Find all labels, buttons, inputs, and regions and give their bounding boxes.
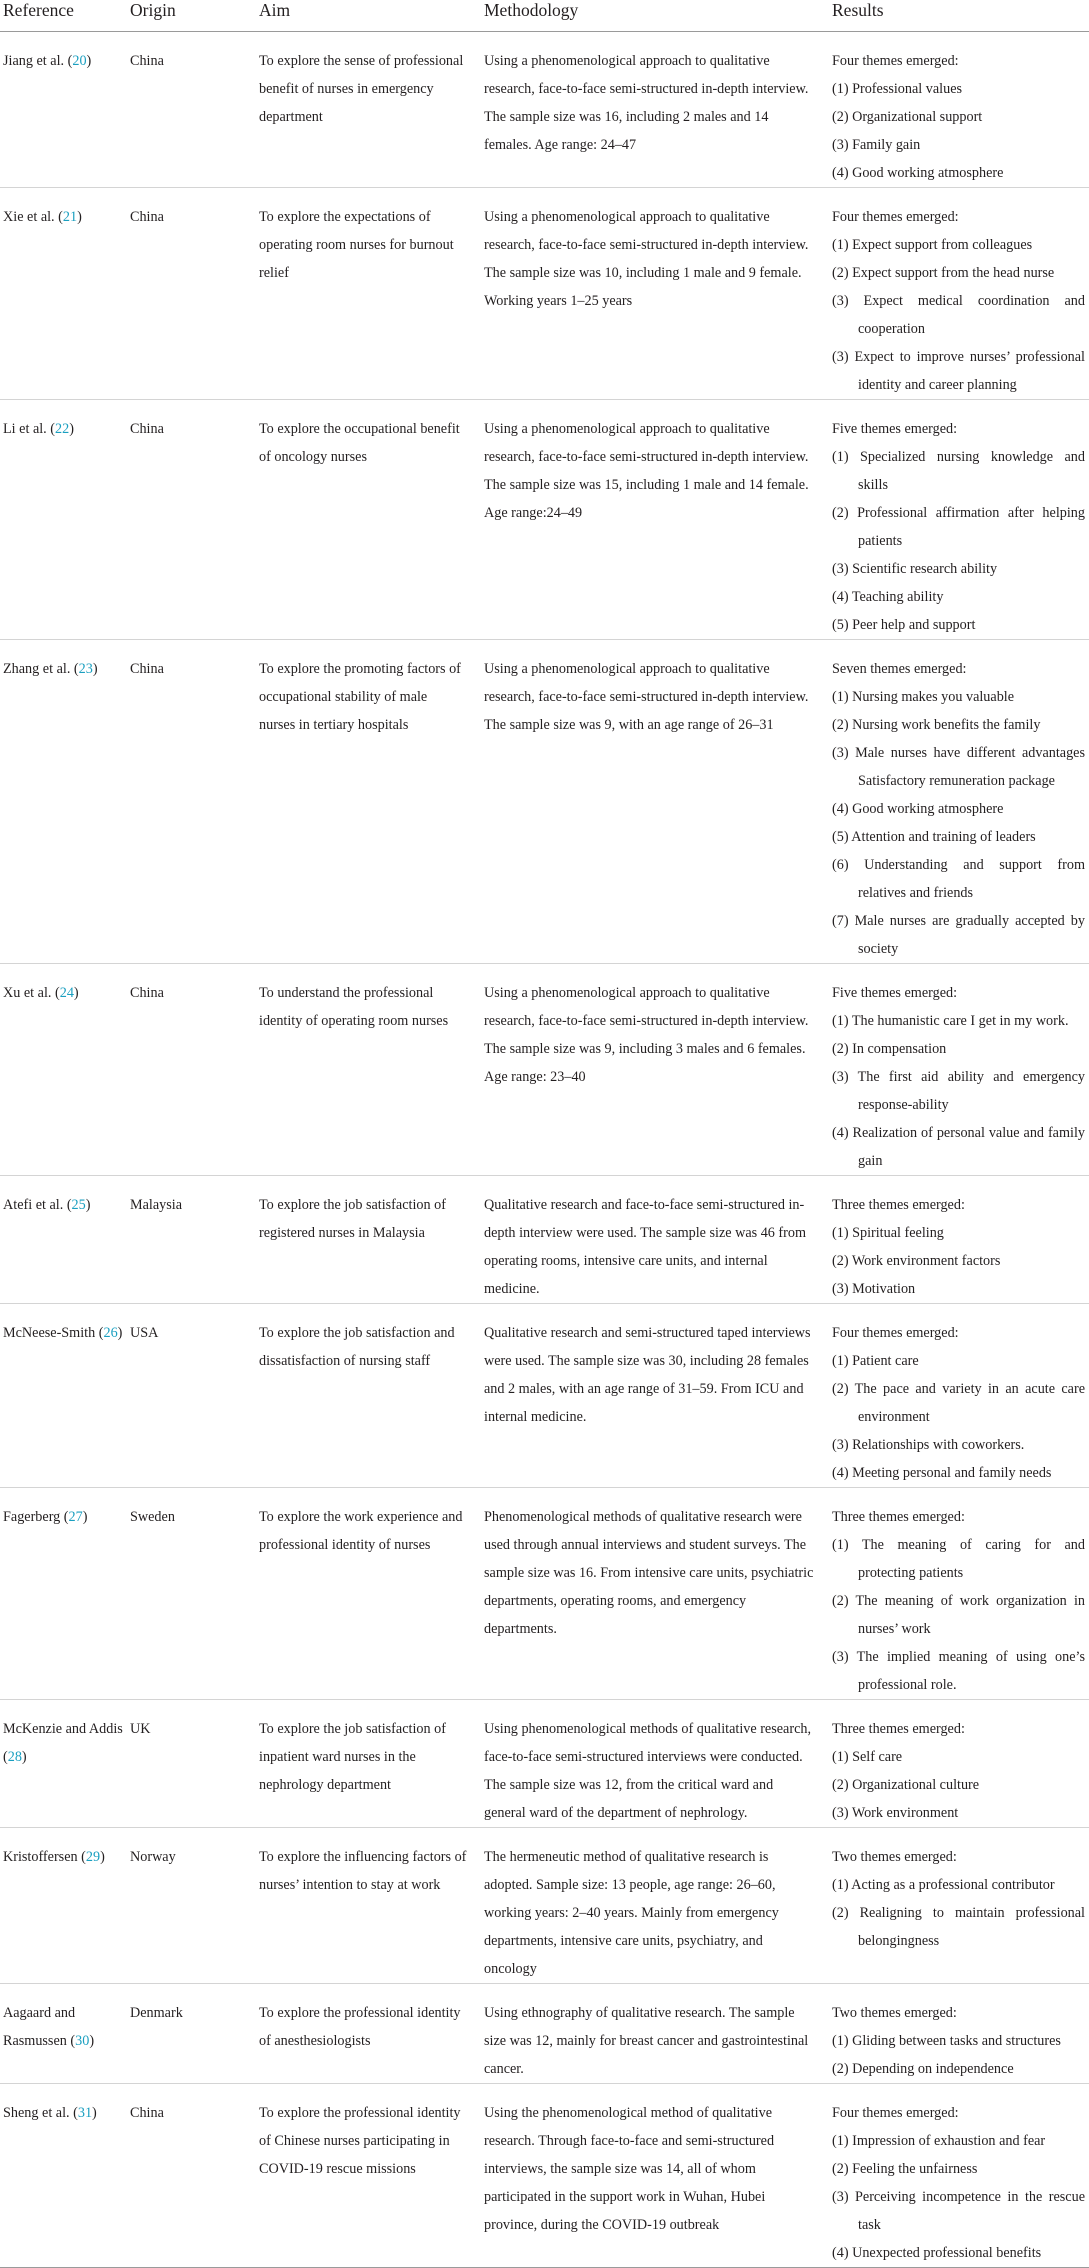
aim-cell: To explore the influencing factors of nurses’ intention to stay at work: [256, 1828, 481, 1984]
reference-cell: [0, 1304, 127, 1488]
citation-link[interactable]: 31: [77, 2105, 93, 2121]
result-item: (4) Realization of personal value and family gain: [832, 1125, 1085, 1169]
reference-author: Fagerberg (: [3, 1509, 69, 1525]
reference-close-paren: ): [117, 1325, 123, 1341]
result-item: (3) Family gain: [832, 137, 921, 153]
table-row: [0, 32, 1089, 188]
methodology-cell: Using ethnography of qualitative research. The sample size was 12, mainly for breast cancer and gastrointestinal cancer.: [481, 1984, 829, 2084]
citation-link[interactable]: 27: [68, 1509, 83, 1525]
result-item: (1) Impression of exhaustion and fear: [832, 2133, 1046, 2149]
result-item: (3) Male nurses have different advantages Satisfactory remuneration package: [832, 745, 1085, 789]
results-intro: Five themes emerged:: [832, 421, 958, 437]
table-row: [0, 640, 1089, 964]
methodology-cell: Using phenomenological methods of qualitative research, face-to-face semi-structured interviews were conducted. The sample size was 12, from the critical ward and general ward of the department of nephrology.: [481, 1700, 829, 1828]
methodology-cell: Using a phenomenological approach to qualitative research, face-to-face semi-structured in-depth interview. The sample size was 9, with an age range of 26–31: [481, 640, 829, 964]
result-item: (1) Patient care: [832, 1353, 919, 1369]
results-intro: Two themes emerged:: [832, 1849, 957, 1865]
aim-cell: To explore the sense of professional benefit of nurses in emergency department: [256, 32, 481, 188]
origin-cell: Denmark: [127, 1984, 256, 2084]
results-cell: [829, 964, 1089, 1176]
citation-link[interactable]: 24: [59, 985, 74, 1001]
aim-cell: To explore the occupational benefit of oncology nurses: [256, 400, 481, 640]
result-item: (4) Meeting personal and family needs: [832, 1465, 1052, 1481]
result-item: (3) Expect to improve nurses’ professional identity and career planning: [832, 349, 1085, 393]
result-item: (1) Gliding between tasks and structures: [832, 2033, 1061, 2049]
result-item: (2) Feeling the unfairness: [832, 2161, 978, 2177]
reference-close-paren: ): [21, 1749, 27, 1765]
aim-cell: To explore the promoting factors of occupational stability of male nurses in tertiary hospitals: [256, 640, 481, 964]
result-item: (3) Relationships with coworkers.: [832, 1437, 1025, 1453]
results-intro: Four themes emerged:: [832, 209, 959, 225]
citation-link[interactable]: 30: [75, 2033, 90, 2049]
origin-cell: China: [127, 400, 256, 640]
results-cell: [829, 1828, 1089, 1984]
result-item: (4) Unexpected professional benefits: [832, 2245, 1042, 2261]
result-item: (3) The first aid ability and emergency response-ability: [832, 1069, 1085, 1113]
result-item: (1) Professional values: [832, 81, 963, 97]
reference-cell: [0, 964, 127, 1176]
methodology-cell: Using a phenomenological approach to qualitative research, face-to-face semi-structured in-depth interview. The sample size was 10, including 1 male and 9 female. Working years 1–25 years: [481, 188, 829, 400]
reference-author: Sheng et al. (: [3, 2105, 78, 2121]
results-intro: Two themes emerged:: [832, 2005, 957, 2021]
header-methodology: Methodology: [481, 0, 829, 32]
result-item: (1) The meaning of caring for and protecting patients: [832, 1537, 1085, 1581]
reference-cell: [0, 640, 127, 964]
results-cell: [829, 1304, 1089, 1488]
reference-author: Aagaard and Rasmussen (: [3, 2005, 76, 2049]
reference-author: Li et al. (: [3, 421, 55, 437]
result-item: (1) Specialized nursing knowledge and skills: [832, 449, 1085, 493]
result-item: (6) Understanding and support from relatives and friends: [832, 857, 1085, 901]
result-item: (4) Good working atmosphere: [832, 801, 1004, 817]
results-intro: Four themes emerged:: [832, 1325, 959, 1341]
aim-cell: To explore the job satisfaction of registered nurses in Malaysia: [256, 1176, 481, 1304]
citation-link[interactable]: 23: [78, 661, 93, 677]
result-item: (3) Motivation: [832, 1281, 916, 1297]
reference-cell: [0, 1176, 127, 1304]
results-cell: [829, 1984, 1089, 2084]
result-item: (2) Professional affirmation after helping patients: [832, 505, 1085, 549]
results-intro: Four themes emerged:: [832, 2105, 959, 2121]
methodology-cell: Phenomenological methods of qualitative research were used through annual interviews and student surveys. The sample size was 16. From intensive care units, psychiatric departments, operating rooms, and emergency departments.: [481, 1488, 829, 1700]
header-aim: Aim: [256, 0, 481, 32]
reference-author: Xie et al. (: [3, 209, 63, 225]
result-item: (3) Expect medical coordination and cooperation: [832, 293, 1085, 337]
citation-link[interactable]: 20: [72, 53, 87, 69]
result-item: (2) Nursing work benefits the family: [832, 717, 1041, 733]
aim-cell: To explore the work experience and professional identity of nurses: [256, 1488, 481, 1700]
reference-cell: [0, 188, 127, 400]
origin-cell: China: [127, 32, 256, 188]
origin-cell: China: [127, 964, 256, 1176]
reference-cell: [0, 1984, 127, 2084]
aim-cell: To understand the professional identity of operating room nurses: [256, 964, 481, 1176]
table-body: [0, 32, 1089, 2268]
result-item: (3) Work environment: [832, 1805, 959, 1821]
results-cell: [829, 188, 1089, 400]
reference-close-paren: ): [86, 53, 92, 69]
table-row: [0, 1176, 1089, 1304]
reference-author: McKenzie and Addis (: [3, 1721, 123, 1765]
result-item: (1) Spiritual feeling: [832, 1225, 944, 1241]
reference-cell: [0, 1700, 127, 1828]
reference-cell: [0, 1488, 127, 1700]
table-row: [0, 1304, 1089, 1488]
origin-cell: Sweden: [127, 1488, 256, 1700]
table-row: [0, 2084, 1089, 2268]
results-intro: Seven themes emerged:: [832, 661, 967, 677]
citation-link[interactable]: 28: [7, 1749, 22, 1765]
results-cell: [829, 1700, 1089, 1828]
reference-cell: [0, 2084, 127, 2268]
result-item: (4) Teaching ability: [832, 589, 944, 605]
reference-close-paren: ): [85, 1197, 91, 1213]
methodology-cell: Using a phenomenological approach to qualitative research, face-to-face semi-structured in-depth interview. The sample size was 9, including 3 males and 6 females. Age range: 23–40: [481, 964, 829, 1176]
table-row: [0, 1828, 1089, 1984]
citation-link[interactable]: 21: [62, 209, 78, 225]
table-row: [0, 400, 1089, 640]
header-results: Results: [829, 0, 1089, 32]
aim-cell: To explore the job satisfaction of inpatient ward nurses in the nephrology department: [256, 1700, 481, 1828]
aim-cell: To explore the expectations of operating room nurses for burnout relief: [256, 188, 481, 400]
result-item: (2) Expect support from the head nurse: [832, 265, 1055, 281]
results-cell: [829, 400, 1089, 640]
result-item: (3) The implied meaning of using one’s professional role.: [832, 1649, 1085, 1693]
results-cell: [829, 640, 1089, 964]
origin-cell: UK: [127, 1700, 256, 1828]
results-cell: [829, 1176, 1089, 1304]
methodology-cell: Using a phenomenological approach to qualitative research, face-to-face semi-structured in-depth interview. The sample size was 16, including 2 males and 14 females. Age range: 24–47: [481, 32, 829, 188]
result-item: (1) Acting as a professional contributor: [832, 1877, 1055, 1893]
origin-cell: China: [127, 188, 256, 400]
reference-close-paren: ): [92, 2105, 97, 2121]
result-item: (5) Peer help and support: [832, 617, 976, 633]
result-item: (2) The meaning of work organization in nurses’ work: [832, 1593, 1085, 1637]
reference-author: Xu et al. (: [3, 985, 60, 1001]
result-item: (2) Organizational support: [832, 109, 983, 125]
aim-cell: To explore the job satisfaction and dissatisfaction of nursing staff: [256, 1304, 481, 1488]
results-intro: Three themes emerged:: [832, 1197, 965, 1213]
aim-cell: To explore the professional identity of anesthesiologists: [256, 1984, 481, 2084]
reference-close-paren: ): [69, 421, 74, 437]
result-item: (2) Work environment factors: [832, 1253, 1001, 1269]
reference-author: Kristoffersen (: [3, 1849, 86, 1865]
methodology-cell: Using a phenomenological approach to qualitative research, face-to-face semi-structured in-depth interview. The sample size was 15, including 1 male and 14 female. Age range:24–49: [481, 400, 829, 640]
result-item: (1) Self care: [832, 1749, 903, 1765]
results-intro: Five themes emerged:: [832, 985, 958, 1001]
origin-cell: China: [127, 640, 256, 964]
reference-close-paren: ): [89, 2033, 95, 2049]
reference-cell: [0, 400, 127, 640]
aim-cell: To explore the professional identity of Chinese nurses participating in COVID-19 rescue missions: [256, 2084, 481, 2268]
results-intro: Three themes emerged:: [832, 1721, 965, 1737]
result-item: (1) Expect support from colleagues: [832, 237, 1033, 253]
origin-cell: Malaysia: [127, 1176, 256, 1304]
result-item: (7) Male nurses are gradually accepted by society: [832, 913, 1085, 957]
result-item: (5) Attention and training of leaders: [832, 829, 1036, 845]
reference-cell: [0, 32, 127, 188]
reference-close-paren: ): [92, 661, 98, 677]
origin-cell: China: [127, 2084, 256, 2268]
methodology-cell: Qualitative research and semi-structured taped interviews were used. The sample size was 30, including 28 females and 2 males, with an age range of 31–59. From ICU and internal medicine.: [481, 1304, 829, 1488]
table-header-row: [0, 0, 1089, 32]
reference-author: Atefi et al. (: [3, 1197, 72, 1213]
result-item: (3) Perceiving incompetence in the rescue task: [832, 2189, 1085, 2233]
reference-author: McNeese-Smith (: [3, 1325, 104, 1341]
table-row: [0, 1984, 1089, 2084]
results-intro: Four themes emerged:: [832, 53, 959, 69]
citation-link[interactable]: 25: [71, 1197, 86, 1213]
reference-close-paren: ): [100, 1849, 105, 1865]
reference-close-paren: ): [82, 1509, 88, 1525]
table-row: [0, 1488, 1089, 1700]
reference-cell: [0, 1828, 127, 1984]
table-row: [0, 1700, 1089, 1828]
reference-close-paren: ): [73, 985, 79, 1001]
reference-author: Jiang et al. (: [3, 53, 73, 69]
result-item: (2) In compensation: [832, 1041, 947, 1057]
result-item: (2) Realigning to maintain professional belongingness: [832, 1905, 1085, 1949]
reference-author: Zhang et al. (: [3, 661, 79, 677]
result-item: (2) The pace and variety in an acute care environment: [832, 1381, 1085, 1425]
table-row: [0, 188, 1089, 400]
header-origin: Origin: [127, 0, 256, 32]
result-item: (3) Scientific research ability: [832, 561, 998, 577]
result-item: (2) Depending on independence: [832, 2061, 1014, 2077]
results-cell: [829, 2084, 1089, 2268]
result-item: (2) Organizational culture: [832, 1777, 980, 1793]
result-item: (1) The humanistic care I get in my work.: [832, 1013, 1069, 1029]
results-cell: [829, 32, 1089, 188]
methodology-cell: Qualitative research and face-to-face semi-structured in-depth interview were used. The sample size was 46 from operating rooms, intensive care units, and internal medicine.: [481, 1176, 829, 1304]
citation-link[interactable]: 22: [55, 421, 70, 437]
citation-link[interactable]: 26: [103, 1325, 118, 1341]
results-cell: [829, 1488, 1089, 1700]
citation-link[interactable]: 29: [85, 1849, 101, 1865]
table-row: [0, 964, 1089, 1176]
results-intro: Three themes emerged:: [832, 1509, 965, 1525]
result-item: (1) Nursing makes you valuable: [832, 689, 1015, 705]
methodology-cell: Using the phenomenological method of qualitative research. Through face-to-face and semi-structured interviews, the sample size was 14, all of whom participated in the support work in Wuhan, Hubei province, during the COVID-19 outbreak: [481, 2084, 829, 2268]
origin-cell: USA: [127, 1304, 256, 1488]
origin-cell: Norway: [127, 1828, 256, 1984]
methodology-cell: The hermeneutic method of qualitative research is adopted. Sample size: 13 people, age range: 26–60, working years: 2–40 years. Mainly from emergency departments, intensive care units, psychiatry, and oncology: [481, 1828, 829, 1984]
reference-close-paren: ): [77, 209, 82, 225]
result-item: (4) Good working atmosphere: [832, 165, 1004, 181]
header-reference: Reference: [0, 0, 127, 32]
